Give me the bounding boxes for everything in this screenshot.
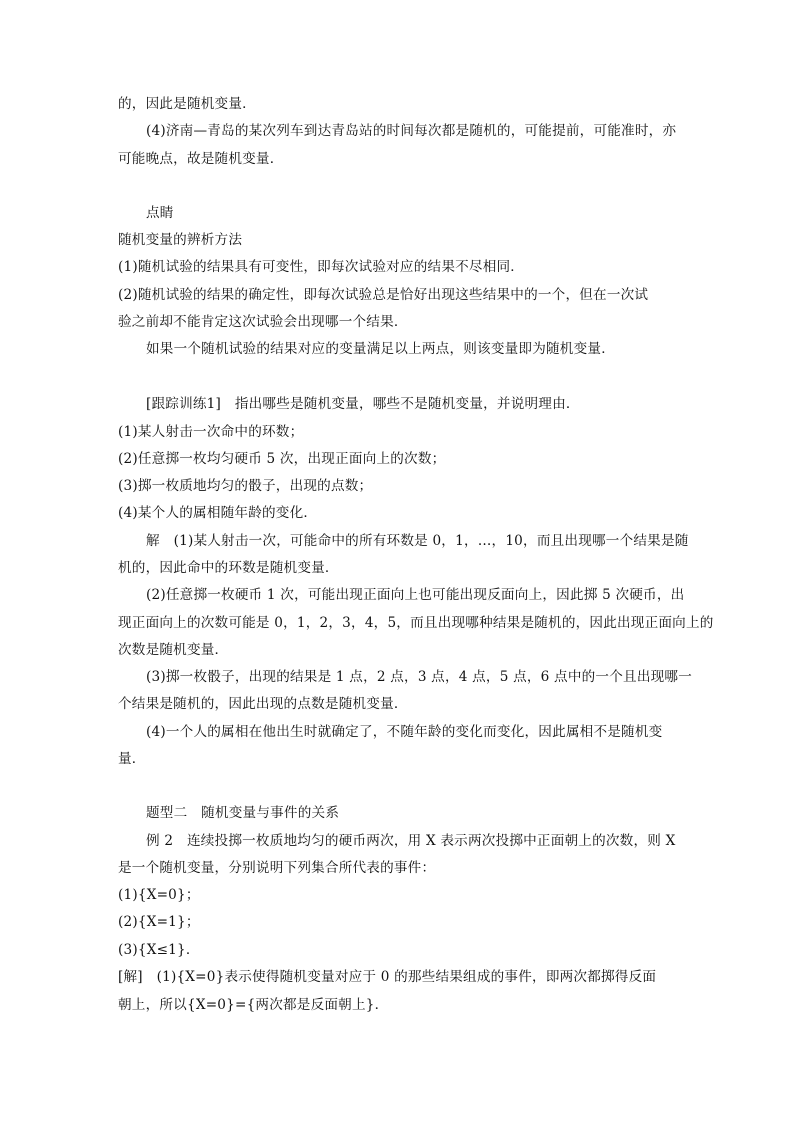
text-line: 可能晚点，故是随机变量． (118, 151, 284, 167)
section-heading: 点睛 (146, 205, 174, 221)
section-heading: 题型二 随机变量与事件的关系 (146, 805, 340, 821)
text-line: (2)随机试验的结果的确定性，即每次试验总是恰好出现这些结果中的一个，但在一次试 (118, 287, 649, 303)
text-line: 朝上，所以{X=0}={两次都是反面朝上}． (118, 997, 389, 1013)
text-line: 随机变量的辨析方法 (118, 232, 243, 248)
solution-line: [解] (1){X=0}表示使得随机变量对应于 0 的那些结果组成的事件，即两次都掷得反面 (118, 969, 657, 985)
text-line: 次数是随机变量． (118, 642, 229, 658)
text-line: (3)掷一枚骰子，出现的结果是 1 点，2 点，3 点，4 点，5 点，6 点中的一个且出现哪一 (146, 669, 692, 685)
text-line: 机的，因此命中的环数是随机变量． (118, 560, 339, 576)
text-line: 个结果是随机的，因此出现的点数是随机变量． (118, 696, 408, 712)
text-line: 如果一个随机试验的结果对应的变量满足以上两点，则该变量即为随机变量． (146, 341, 615, 357)
text-line: 现正面向上的次数可能是 0，1，2，3，4，5，而且出现哪种结果是随机的，因此出现正面向上的 (118, 615, 714, 631)
text-line: 验之前却不能肯定这次试验会出现哪一个结果． (118, 314, 408, 330)
text-line: (3)掷一枚质地均匀的骰子，出现的点数； (118, 478, 373, 494)
text-line: (1){X=0}； (118, 887, 200, 903)
text-line: (1)随机试验的结果具有可变性，即每次试验对应的结果不尽相同． (118, 259, 525, 275)
text-line: (3){X≤1}． (118, 942, 200, 958)
text-line: 是一个随机变量，分别说明下列集合所代表的事件： (118, 860, 436, 876)
text-line: (2){X=1}； (118, 914, 200, 930)
example-line: 例 2 连续投掷一枚质地均匀的硬币两次，用 X 表示两次投掷中正面朝上的次数，则 X (146, 833, 676, 849)
text-line: 的，因此是随机变量． (118, 96, 256, 112)
text-line: (4)济南—青岛的某次列车到达青岛站的时间每次都是随机的，可能提前，可能准时，亦 (146, 123, 677, 139)
text-line: (1)某人射击一次命中的环数； (118, 424, 304, 440)
text-line: (4)某个人的属相随年龄的变化． (118, 505, 318, 521)
exercise-heading: [跟踪训练1] 指出哪些是随机变量，哪些不是随机变量，并说明理由． (146, 396, 580, 412)
solution-line: 解 (1)某人射击一次，可能命中的所有环数是 0，1，…，10，而且出现哪一个结果是随 (146, 533, 689, 549)
text-line: (4)一个人的属相在他出生时就确定了，不随年龄的变化而变化，因此属相不是随机变 (146, 724, 663, 740)
text-line: 量． (118, 751, 146, 767)
text-line: (2)任意掷一枚硬币 1 次，可能出现正面向上也可能出现反面向上，因此掷 5 次硬币，出 (146, 587, 685, 603)
text-line: (2)任意掷一枚均匀硬币 5 次，出现正面向上的次数； (118, 451, 446, 467)
